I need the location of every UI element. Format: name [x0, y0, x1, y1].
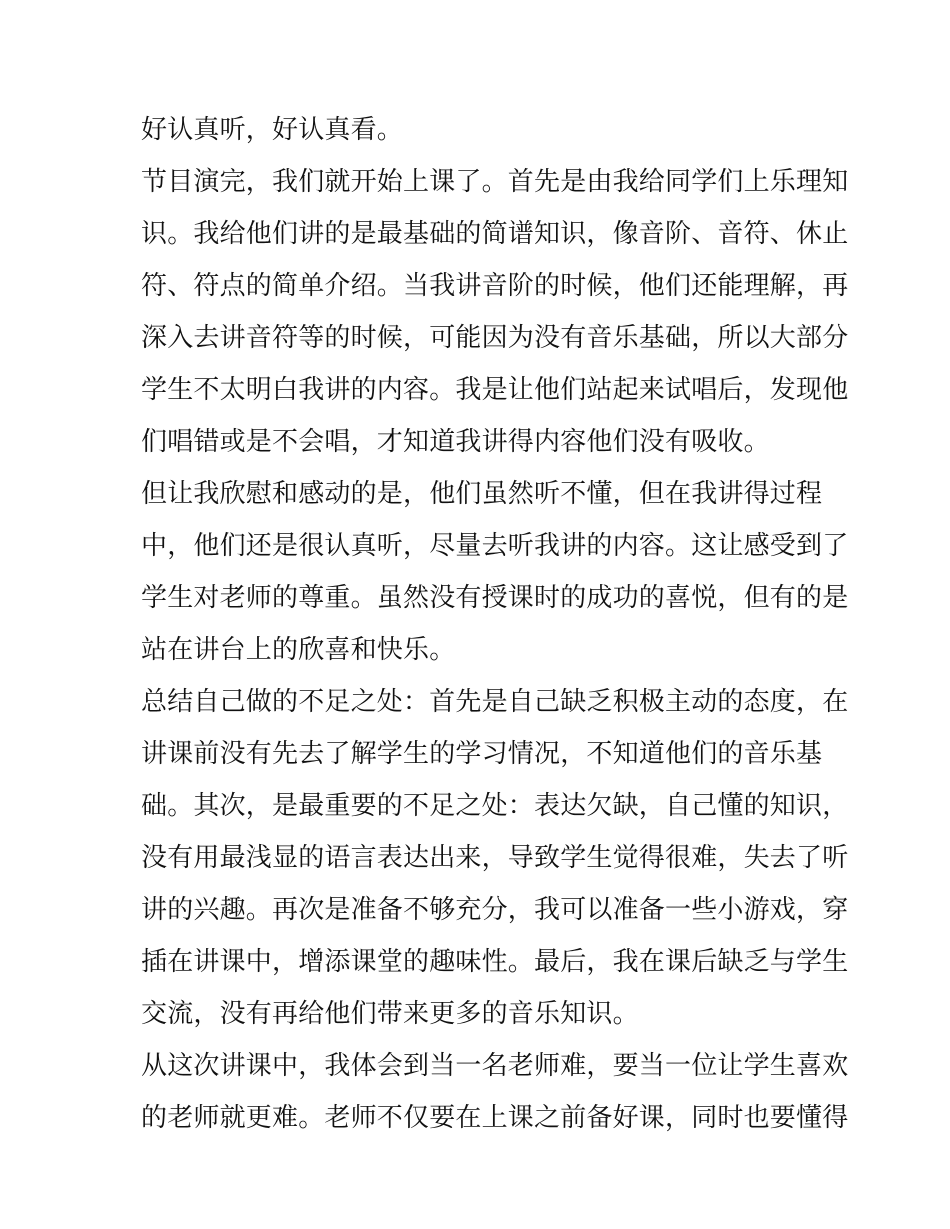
- text-line: 学生对老师的尊重。虽然没有授课时的成功的喜悦，但有的是: [141, 583, 849, 613]
- text-line: 但让我欣慰和感动的是，他们虽然听不懂，但在我讲得过程: [141, 479, 823, 509]
- text-line: 站在讲台上的欣喜和快乐。: [141, 635, 456, 665]
- text-line: 节目演完，我们就开始上课了。首先是由我给同学们上乐理知: [141, 167, 849, 197]
- text-line: 符、符点的简单介绍。当我讲音阶的时候，他们还能理解，再: [141, 271, 849, 301]
- text-line: 好认真听，好认真看。: [141, 115, 404, 145]
- text-line: 的老师就更难。老师不仅要在上课之前备好课，同时也要懂得: [141, 1103, 849, 1133]
- text-line: 础。其次，是最重要的不足之处：表达欠缺，自己懂的知识，: [141, 791, 849, 821]
- text-line: 插在讲课中，增添课堂的趣味性。最后，我在课后缺乏与学生: [141, 947, 849, 977]
- text-line: 识。我给他们讲的是最基础的简谱知识，像音阶、音符、休止: [141, 219, 849, 249]
- text-line: 深入去讲音符等的时候，可能因为没有音乐基础，所以大部分: [141, 323, 849, 353]
- text-line: 讲的兴趣。再次是准备不够充分，我可以准备一些小游戏，穿: [141, 895, 849, 925]
- text-line: 从这次讲课中，我体会到当一名老师难，要当一位让学生喜欢: [141, 1051, 849, 1081]
- text-line: 交流，没有再给他们带来更多的音乐知识。: [141, 999, 639, 1029]
- text-line: 没有用最浅显的语言表达出来，导致学生觉得很难，失去了听: [141, 843, 849, 873]
- text-line: 中，他们还是很认真听，尽量去听我讲的内容。这让感受到了: [141, 531, 849, 561]
- text-line: 们唱错或是不会唱，才知道我讲得内容他们没有吸收。: [141, 427, 770, 457]
- text-line: 总结自己做的不足之处：首先是自己缺乏积极主动的态度，在: [141, 687, 849, 717]
- text-line: 讲课前没有先去了解学生的学习情况，不知道他们的音乐基: [141, 739, 823, 769]
- text-line: 学生不太明白我讲的内容。我是让他们站起来试唱后，发现他: [141, 375, 849, 405]
